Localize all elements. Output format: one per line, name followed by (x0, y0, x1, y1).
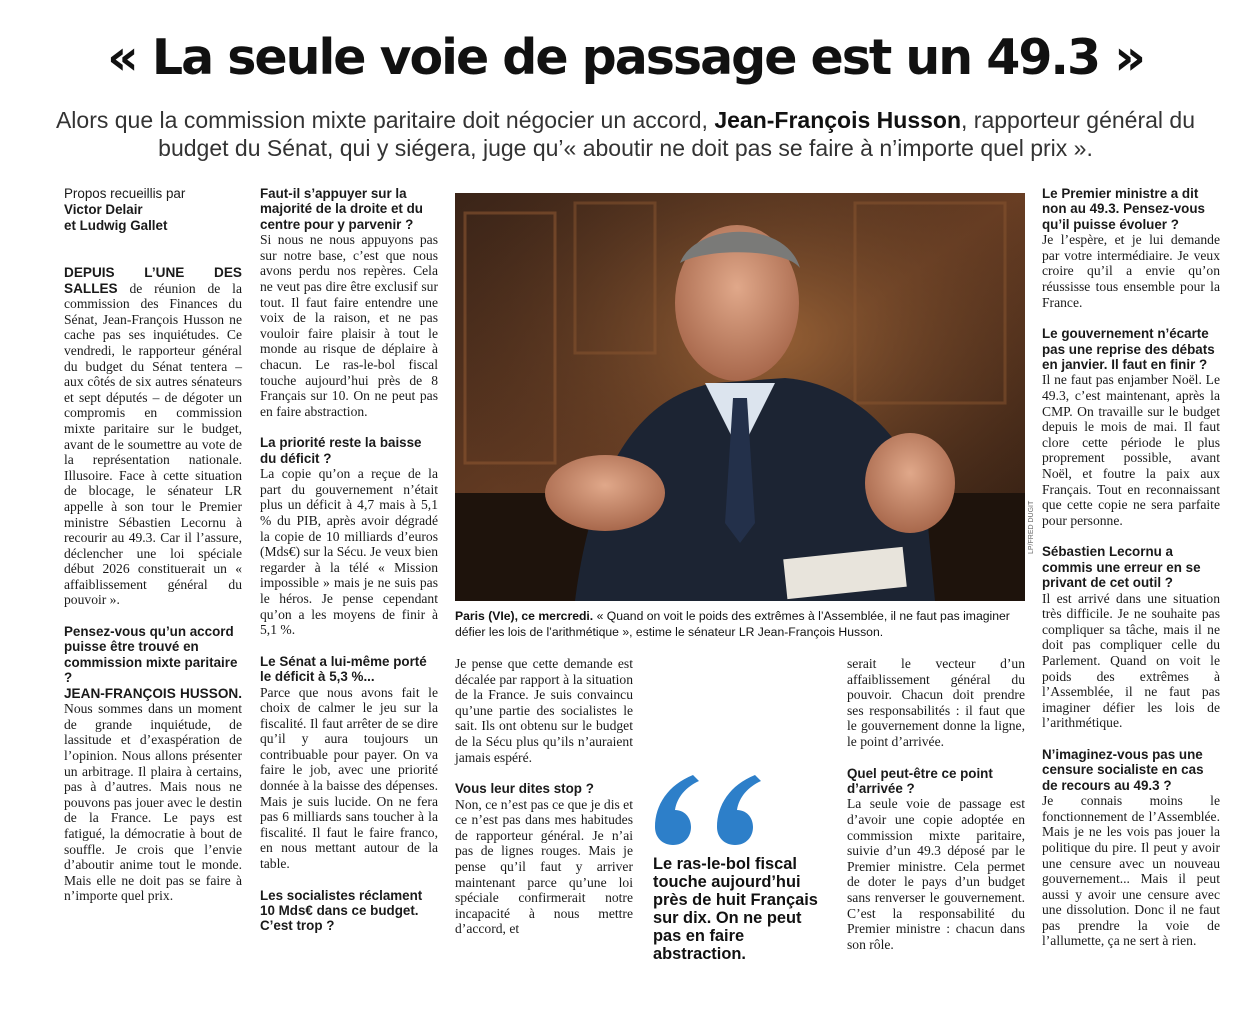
standfirst-text-before: Alors que la commission mixte paritaire doit négocier un accord, (55, 107, 715, 133)
question: La priorité reste la baisse du déficit ? (260, 435, 422, 466)
answer: Il est arrivé dans une situation très difficile. Je ne souhaite pas compliquer sa tâche, mais il ne doit pas compliquer celle du Parlement. Quand on voit le poids des extrêmes à l’Assemblée, il ne faut pas imaginer défier les lois de l’arithmétique. (1042, 590, 1220, 731)
column-5 (1042, 186, 1220, 949)
question: Le Sénat a lui-même porté le déficit à 5,3 %... (260, 653, 427, 685)
answer: Si nous ne nous appuyons pas sur notre base, c’est que nous avons perdu nos repères. Cela ne veut pas dire être exclusif sur tout. Il faut faire entendre une voix de la raison, et ne pas vouloir faire plaisir à tout le monde au risque de déplaire à chacun. Le ras-le-bol fiscal touche aujourd’hui près de 8 Français sur 10. On ne peut pas en faire abstraction. (260, 232, 438, 419)
question: Sébastien Lecornu a commis une erreur en se privant de cet outil ? (1042, 544, 1201, 591)
lead-caps: DEPUIS L’UNE DES SALLES (64, 265, 242, 296)
question: Faut-il s’appuyer sur la majorité de la droite et du centre pour y parvenir ? (260, 186, 423, 232)
quote-mark-icon (653, 775, 773, 845)
column-3 (455, 656, 633, 937)
answer: Il ne faut pas enjamber Noël. Le 49.3, c’est maintenant, après la CMP. On travaille sur le budget depuis le mois de mai. Il faut clore cette période le plus proprement possible, avant Noël, et foutre la paix aux Français. Tout en reconnaissant que cette copie ne sera parfaite pour personne. (1042, 372, 1220, 528)
answer: Non, ce n’est pas ce que je dis et ce n’est pas dans mes habitudes de rapporteur général. Je n’ai pas de lignes rouges. Mais je pense qu’il faut y arriver maintenant parce qu’une loi spéciale confirmerait notre incapacité à nous mettre d’accord, et (455, 796, 633, 937)
answer: Parce que nous avons fait le choix de calmer le jeu sur la fiscalité. Il faut arrêter de se dire qu’il y aura toujours un contribuable pour payer. On va faire le job, avec une priorité donnée à la baisse des dépenses. Mais je suis lucide. On ne fera pas 6 milliards sans toucher à la fiscalité. Il faut le faire franco, en nous mettant autour de la table. (260, 684, 438, 872)
standfirst-name: Jean-François Husson (714, 107, 962, 133)
answer: Je pense que cette demande est décalée par rapport à la situation de la France. Je suis convaincu qu’une partie des socialistes le sait. Ils ont obtenu sur le budget de la Sécu plus qu’ils n’auraient jamais espéré. (455, 656, 633, 765)
photo-credit: LP/FRED DUGIT (1028, 500, 1035, 554)
byline-author-1: Victor Delair (64, 202, 143, 217)
column-1 (64, 186, 242, 904)
answer: Je l’espère, et je lui demande par votre intermédiaire. Je veux croire qu’il a envie qu’on réussisse tous ensemble pour la France. (1042, 232, 1220, 310)
question: N’imaginez-vous pas une censure socialiste en cas de recours au 49.3 ? (1042, 746, 1204, 793)
answer: La copie qu’on a reçue de la part du gouvernement n’était plus un déficit à 4,7 mais à 5,1 % du PIB, après avoir dégradé la copie de 10 milliards d’euros (Mds€) sur la Sécu. Je veux bien regarder à la télé « Mission impossible » mais je ne suis pas le héros. Je pense cependant qu’on a les moyens de finir à 5,1 %. (260, 466, 438, 638)
question: Le gouvernement n’écarte pas une reprise des débats en janvier. Il faut en finir ? (1042, 326, 1215, 372)
question: Les socialistes réclament 10 Mds€ dans ce budget. C’est trop ? (260, 887, 423, 934)
photo-caption (455, 608, 1020, 640)
column-2 (260, 186, 438, 934)
question: Le Premier ministre a dit non au 49.3. Pensez-vous qu’il puisse évoluer ? (1042, 186, 1205, 232)
headline: « La seule voie de passage est un 49.3 » (107, 29, 1144, 86)
byline-intro: Propos recueillis par (64, 186, 186, 201)
question: Quel peut-être ce point d’arrivée ? (847, 765, 993, 796)
portrait-photo (455, 193, 1025, 601)
standfirst-text-after: , rapporteur général du budget du Sénat, qui y siégera, juge qu’« aboutir ne doit pas se faire à n’importe quel prix ». (158, 107, 1196, 161)
answer: La seule voie de passage est d’avoir une copie adoptée en commission mixte paritaire, suivie d’un 49.3 déposé par le Premier ministre. Cela permet de doter le pays d’un budget sans renverser le gouvernement. C’est la responsabilité du Premier ministre : chacun dans son rôle. (847, 796, 1025, 952)
speaker-name: JEAN-FRANÇOIS HUSSON. (64, 685, 242, 701)
caption-place: Paris (VIe), ce mercredi. (455, 609, 594, 623)
question: Pensez-vous qu’un accord puisse être trouvé en commission mixte paritaire ? (64, 624, 238, 686)
standfirst (40, 106, 1211, 162)
lead-text: de réunion de la commission des Finances du Sénat, Jean-François Husson ne cache pas ses inquiétudes. Ce vendredi, le rapporteur général du budget du Sénat tentera – aux côtés de six autres sénateurs et sept députés – de dégoter un compromis en commission mixte paritaire sur le budget, avant de le soumettre au vote de la représentation nationale. Illusoire. Face à cette situation de blocage, le sénateur LR appelle à son tour le Premier ministre Sébastien Lecornu à recourir au 49.3. Car il l’assure, déclencher une loi spéciale début 2026 constituerait un « affaiblissement général du pouvoir ». (64, 280, 242, 608)
answer (64, 686, 242, 904)
column-4 (847, 656, 1025, 952)
byline-author-2: et Ludwig Gallet (64, 218, 168, 233)
answer-text: Nous sommes dans un moment de grande inquiétude, de lassitude et d’exaspération de l’opinion. Nous allons présenter un arbitrage. Il plaira à certains, pas à d’autres. Mais nous ne pouvons pas jouer avec le destin de la France. Le pays est fatigué, la démocratie à bout de souffle. Je crois que l’envie d’aboutir anime tout le monde. Mais elle ne doit pas se faire à n’importe quel prix. (64, 701, 242, 904)
photo-illustration (455, 193, 1025, 601)
lead-paragraph (64, 265, 242, 608)
byline (64, 186, 242, 234)
caption-text: « Quand on voit le poids des extrêmes à l’Assemblée, il ne faut pas imaginer défier les lois de l’arithmétique », estime le sénateur LR Jean-François Husson. (455, 609, 1010, 639)
question: Vous leur dites stop ? (455, 781, 594, 797)
answer: serait le vecteur d’un affaiblissement général du pouvoir. Chacun doit prendre ses responsabilités : il faut que le gouvernement donne la ligne, le point d’arrivée. (847, 656, 1025, 749)
answer: Je connais moins le fonctionnement de l’Assemblée. Mais je ne les vois pas jouer la politique du pire. Il peut y avoir une censure avec un nouveau gouvernement... Mais il peut aussi y avoir une censure avec une dissolution. Donc il ne faut pas prendre la voie de l’allumette, ça ne sert à rien. (1042, 793, 1220, 949)
pull-quote-text: Le ras-le-bol fiscal touche aujourd’hui près de huit Français sur dix. On ne peut pas en faire abstraction. (653, 855, 818, 963)
